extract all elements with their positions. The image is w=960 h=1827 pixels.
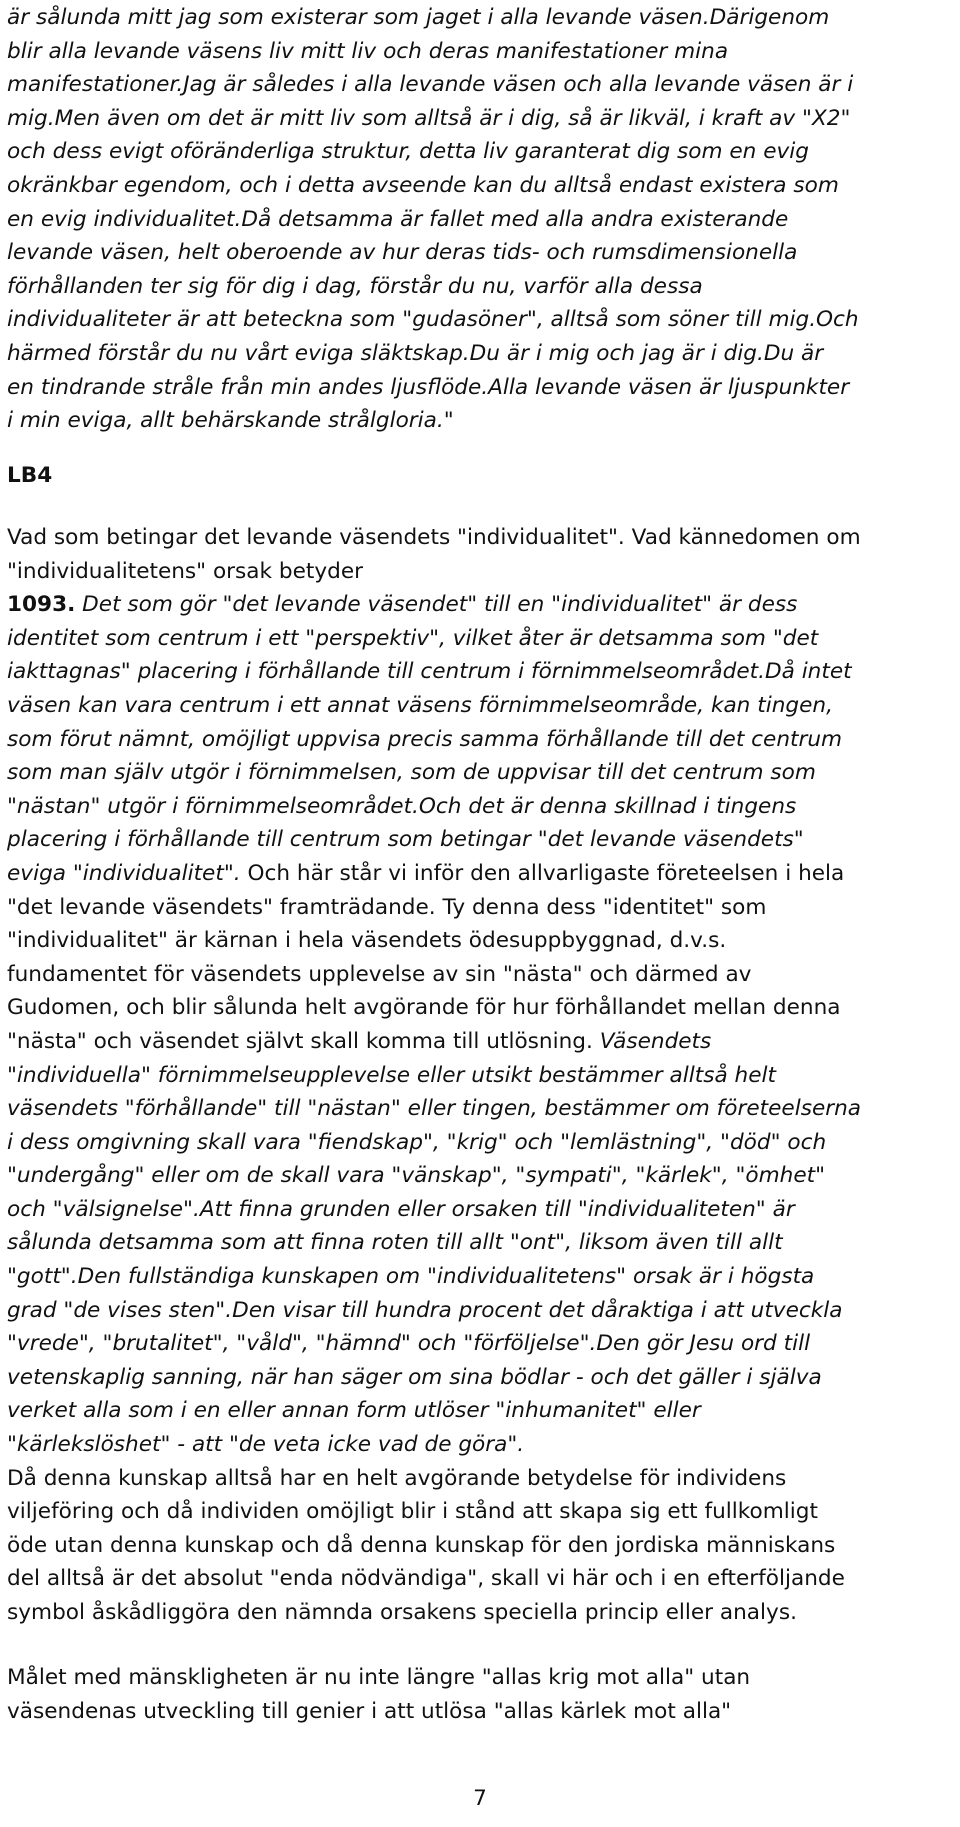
text-line: verket alla som i en eller annan form utlöser "inhumanitet" eller [7,1398,701,1424]
text-line: "kärlekslöshet" - att "de veta icke vad de göra". [7,1432,525,1458]
text-span: Och här står vi inför den allvarligaste företeelsen i hela [240,860,845,886]
text-line: vetenskaplig sanning, när han säger om sina bödlar - och det gäller i själva [7,1364,822,1390]
paragraph-number: 1093. [7,592,76,618]
text-line [7,857,955,891]
main-paragraph [7,521,955,1630]
text-line: iakttagnas" placering i förhållande till centrum i förnimmelseområdet.Då intet [7,659,852,685]
text-line [7,1025,955,1059]
text-line: okränkbar egendom, och i detta avseende kan du alltså endast existera som [7,172,839,198]
text-span: eviga "individualitet". [7,860,241,886]
text-line: härmed förstår du nu vårt eviga släktskap.Du är i mig och jag är i dig.Du är [7,340,824,366]
text-line: en tindrande stråle från min andes ljusflöde.Alla levande väsen är ljuspunkter [7,374,850,400]
text-line: "individuella" förnimmelseupplevelse eller utsikt bestämmer alltså helt [7,1062,776,1088]
text-line: viljeföring och då individen omöjligt blir i stånd att skapa sig ett fullkomligt [7,1499,818,1525]
text-line: "det levande väsendets" framträdande. Ty denna dess "identitet" som [7,894,767,920]
text-line: väsen kan vara centrum i ett annat väsens förnimmelseområde, kan tingen, [7,692,833,718]
text-span: Väsendets [599,1028,712,1054]
text-line: i dess omgivning skall vara "fiendskap", "krig" och "lemlästning", "död" och [7,1129,827,1155]
text-span: "nästa" och väsendet självt skall komma till utlösning. [7,1028,600,1054]
text-line: manifestationer.Jag är således i alla levande väsen och alla levande väsen är i [7,72,854,98]
text-line: "nästan" utgör i förnimmelseområdet.Och det är denna skillnad i tingens [7,793,797,819]
text-line: mig.Men även om det är mitt liv som alltså är i dig, så är likväl, i kraft av "X2" [7,105,851,131]
text-line: förhållanden ter sig för dig i dag, förstår du nu, varför alla dessa [7,273,703,299]
text-line: i min eviga, allt behärskande strålgloria." [7,408,454,434]
text-line: Målet med mänskligheten är nu inte längre "allas krig mot alla" utan [7,1665,751,1690]
page-number: 7 [473,1786,487,1811]
text-line: och "välsignelse".Att finna grunden eller orsaken till "individualiteten" är [7,1196,795,1222]
text-line: väsendenas utveckling till genier i att utlösa "allas kärlek mot alla" [7,1698,732,1724]
text-line: symbol åskådliggöra den nämnda orsakens speciella princip eller analys. [7,1600,797,1625]
text-line: "vrede", "brutalitet", "våld", "hämnd" och "förföljelse".Den gör Jesu ord till [7,1331,811,1357]
text-line: placering i förhållande till centrum som betingar "det levande väsendets" [7,827,804,853]
text-line: identitet som centrum i ett "perspektiv", vilket åter är detsamma som "det [7,625,819,651]
text-line: väsendets "förhållande" till "nästan" eller tingen, bestämmer om företeelserna [7,1096,862,1122]
text-line: fundamentet för väsendets upplevelse av sin "nästa" och därmed av [7,961,752,987]
text-line: som förut nämnt, omöjligt uppvisa precis samma förhållande till det centrum [7,726,843,752]
section-title-line: Vad som betingar det levande väsendets "individualitet". Vad kännedomen om [7,525,861,550]
text-line: "individualitet" är kärnan i hela väsendets ödesuppbyggnad, d.v.s. [7,928,727,954]
text-line: öde utan denna kunskap och då denna kunskap för den jordiska människans [7,1532,836,1558]
text-line: del alltså är det absolut "enda nödvändiga", skall vi här och i en efterföljande [7,1566,845,1592]
text-line: grad "de vises sten".Den visar till hundra procent det dåraktiga i att utveckla [7,1297,843,1323]
text-line: blir alla levande väsens liv mitt liv och deras manifestationer mina [7,38,729,64]
text-line: Då denna kunskap alltså har en helt avgörande betydelse för individens [7,1465,787,1491]
text-line: levande väsen, helt oberoende av hur deras tids- och rumsdimensionella [7,240,798,266]
section-title-line: "individualitetens" orsak betyder [7,558,364,584]
text-line: Gudomen, och blir sålunda helt avgörande för hur förhållandet mellan denna [7,995,841,1021]
text-line: sålunda detsamma som att finna roten till allt "ont", liksom även till allt [7,1230,783,1256]
closing-paragraph [7,1661,955,1728]
text-line: "undergång" eller om de skall vara "vänskap", "sympati", "kärlek", "ömhet" [7,1163,826,1189]
text-line: en evig individualitet.Då detsamma är fallet med alla andra existerande [7,206,789,232]
section-heading: LB4 [7,463,53,488]
text-span: Det som gör "det levande väsendet" till en "individualitet" är dess [75,592,798,618]
text-line: "gott".Den fullständiga kunskapen om "individualitetens" orsak är i högsta [7,1264,815,1290]
text-line: är sålunda mitt jag som existerar som jaget i alla levande väsen.Därigenom [7,5,830,30]
intro-paragraph [7,1,955,438]
text-line: som man själv utgör i förnimmelsen, som de uppvisar till det centrum som [7,760,816,786]
text-line [7,588,955,622]
text-line: och dess evigt oföränderliga struktur, detta liv garanterat dig som en evig [7,139,809,165]
text-line: individualiteter är att beteckna som "gudasöner", alltså som söner till mig.Och [7,307,859,333]
